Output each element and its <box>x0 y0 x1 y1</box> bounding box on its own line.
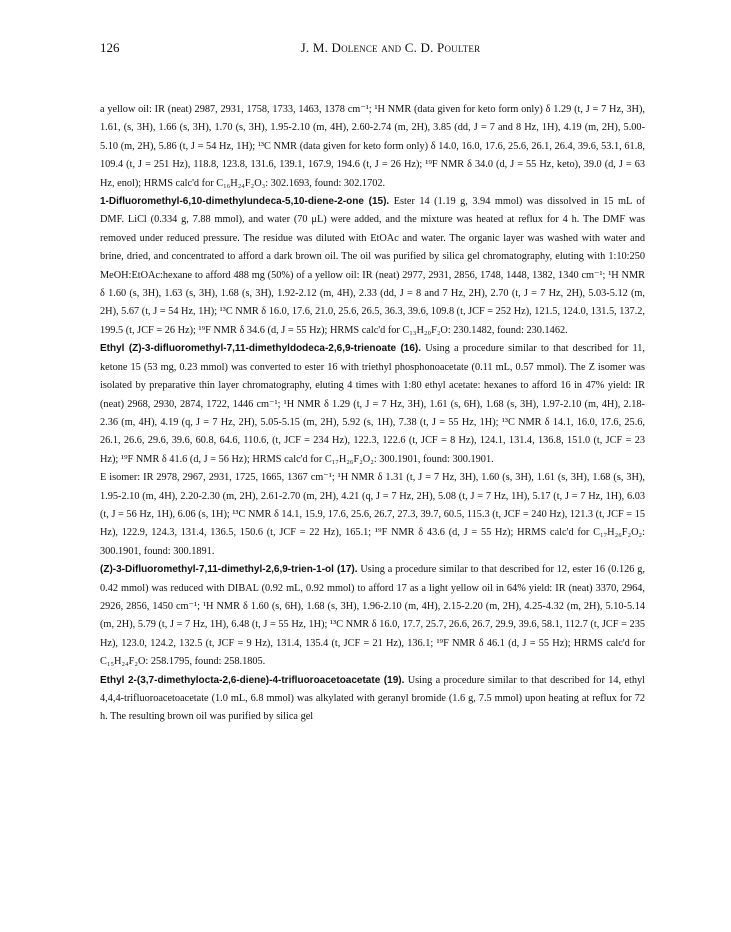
paragraph-2 <box>100 193 645 340</box>
compound-heading: Ethyl 2-(3,7-dimethylocta-2,6-diene)-4-trifluoroacetoacetate (19). <box>100 674 405 686</box>
compound-heading: (Z)-3-Difluoromethyl-7,11-dimethyl-2,6,9-trien-1-ol (17). <box>100 564 358 576</box>
paragraph-text: E isomer: IR 2978, 2967, 2931, 1725, 1665, 1367 cm⁻¹; ¹H NMR δ 1.31 (t, J = 7 Hz, 3H), 1.60 (s, 3H), 1.61 (s, 3H), 1.68 (s, 3H), 1.95-2.10 (m, 4H), 2.20-2.30 (m, 2H), 2.61-2.70 (m, 2H), 4.21 (q, J = 7 Hz, 2H), 5.08 (t, J = 7 Hz, 1H), 5.17 (t, J = 7 Hz, 1H), 6.03 (t, J = 56 Hz, 1H), 6.06 (s, 1H); ¹³C NMR δ 14.1, 15.9, 17.6, 25.6, 26.7, 27.3, 39.7, 60.5, 115.3 (t, JCF = 240 Hz), 121.3 (t, JCF = 15 Hz), 122.9, 124.3, 131.4, 136.5, 150.6 (t, JCF = 22 Hz), 165.1; ¹⁹F NMR δ 43.6 (d, J = 55 Hz); HRMS calc'd for C₁₇H₂₆F₂O₂: 300.1901, found: 300.1891. <box>100 472 645 557</box>
paragraph-text: a yellow oil: IR (neat) 2987, 2931, 1758, 1733, 1463, 1378 cm⁻¹; ¹H NMR (data given for keto form only) δ 1.29 (t, J = 7 Hz, 3H), 1.61, (s, 3H), 1.66 (s, 3H), 1.70 (s, 3H), 1.95-2.10 (m, 4H), 2.60-2.74 (m, 2H), 3.85 (dd, J = 7 and 8 Hz, 1H), 4.19 (m, 2H), 5.00-5.10 (m, 2H), 5.86 (t, J = 54 Hz, 1H); ¹³C NMR (data given for keto form only) δ 14.0, 16.0, 17.6, 25.6, 26.1, 26.4, 39.6, 53.1, 61.8, 109.4 (t, J = 251 Hz), 118.8, 123.8, 131.6, 139.1, 167.9, 194.6 (t, J = 26 Hz); ¹⁹F NMR δ 34.0 (d, J = 55 Hz, keto), 39.0 (d, J = 63 Hz, enol); HRMS calc'd for C₁₆H₂₄F₂O₃: 302.1693, found: 302.1702. <box>100 104 645 189</box>
body-text <box>100 101 645 727</box>
running-head: J. M. Dolence and C. D. Poulter <box>300 40 481 55</box>
paragraph-text: Ester 14 (1.19 g, 3.94 mmol) was dissolved in 15 mL of DMF. LiCl (0.334 g, 7.88 mmol), and water (70 μL) were added, and the mixture was heated at reflux for 4 h. The DMF was removed under reduced pressure. The residue was diluted with EtOAc and water. The organic layer was washed with water and brine, dried, and concentrated to afford a dark brown oil. The oil was purified by silica gel chromatography, eluting with 1:10:250 MeOH:EtOAc:hexane to afford 488 mg (50%) of a yellow oil: IR (neat) 2977, 2931, 2856, 1748, 1448, 1382, 1340 cm⁻¹; ¹H NMR δ 1.60 (s, 3H), 1.63 (s, 3H), 1.68 (s, 3H), 1.92-2.12 (m, 4H), 2.33 (dd, J = 8 and 7 Hz, 2H), 2.70 (t, J = 7 Hz, 2H), 5.03-5.12 (m, 2H), 5.67 (t, J = 54 Hz, 1H); ¹³C NMR δ 16.0, 17.6, 21.0, 25.6, 26.5, 36.3, 39.6, 109.8 (t, JCF = 252 Hz), 121.5, 124.0, 131.5, 137.2, 199.5 (t, JCF = 26 Hz); ¹⁹F NMR δ 34.6 (d, J = 55 Hz); HRMS calc'd for C₁₃H₂₀F₂O: 230.1482, found: 230.1462. <box>100 196 646 336</box>
paragraph-6 <box>100 672 645 727</box>
paragraph-3 <box>100 340 645 469</box>
page-header <box>100 40 681 60</box>
paragraph-5 <box>100 561 645 671</box>
paragraph-text: Using a procedure similar to that described for 12, ester 16 (0.126 g, 0.42 mmol) was reduced with DIBAL (0.92 mL, 0.92 mmol) to afford 17 as a light yellow oil in 64% yield: IR (neat) 3370, 2964, 2926, 2856, 1450 cm⁻¹; ¹H NMR δ 1.60 (s, 6H), 1.68 (s, 3H), 1.96-2.10 (m, 4H), 2.15-2.20 (m, 2H), 4.25-4.32 (m, 2H), 5.10-5.14 (m, 2H), 5.79 (t, J = 7 Hz, 1H), 6.48 (t, J = 55 Hz, 1H); ¹³C NMR δ 16.0, 17.7, 25.7, 26.6, 26.7, 29.9, 39.6, 58.1, 112.7 (t, JCF = 235 Hz), 123.0, 124.2, 132.5 (t, JCF = 9 Hz), 131.4, 135.4 (t, JCF = 21 Hz), 136.1; ¹⁹F NMR δ 46.1 (d, J = 55 Hz); HRMS calc'd for C₁₅H₂₄F₂O: 258.1795, found: 258.1805. <box>100 564 645 668</box>
compound-heading: Ethyl (Z)-3-difluoromethyl-7,11-dimethyldodeca-2,6,9-trienoate (16). <box>100 343 422 355</box>
paragraph-text: Using a procedure similar to that described for 14, ethyl 4,4,4-trifluoroacetoacetate (1.0 mL, 6.8 mmol) was alkylated with geranyl bromide (1.6 g, 7.5 mmol) upon heating at reflux for 72 h. The resulting brown oil was purified by silica gel <box>100 674 645 723</box>
compound-heading: 1-Difluoromethyl-6,10-dimethylundeca-5,10-diene-2-one (15). <box>100 196 390 208</box>
paragraph-4 <box>100 469 645 561</box>
page-number: 126 <box>100 40 120 55</box>
paragraph-text: Using a procedure similar to that described for 11, ketone 15 (53 mg, 0.23 mmol) was converted to ester 16 with triethyl phosphonoacetate (0.11 mL, 0.57 mmol). The Z isomer was isolated by preparative thin layer chromatography, eluting 4 times with 1:80 ethyl acetate: hexanes to afford 16 in 47% yield: IR (neat) 2968, 2930, 2874, 1722, 1446 cm⁻¹; ¹H NMR δ 1.29 (t, J = 7 Hz, 3H), 1.61 (s, 6H), 1.68 (s, 3H), 1.97-2.10 (m, 4H), 2.18-2.36 (m, 4H), 4.19 (q, J = 7 Hz, 2H), 5.05-5.15 (m, 2H), 5.92 (s, 1H), 7.38 (t, J = 55 Hz, 1H); ¹³C NMR δ 14.1, 16.0, 17.6, 25.6, 26.1, 26.6, 29.6, 39.6, 60.8, 64.6, 110.6, (t, JCF = 234 Hz), 122.3, 122.6 (t, JCF = 8 Hz), 124.1, 131.4, 136.8, 151.0 (t, JCF = 23 Hz); ¹⁹F NMR δ 41.6 (d, J = 56 Hz); HRMS calc'd for C₁₇H₂₆F₂O₂: 300.1901, found: 300.1901. <box>100 343 645 465</box>
paragraph-1 <box>100 101 645 193</box>
